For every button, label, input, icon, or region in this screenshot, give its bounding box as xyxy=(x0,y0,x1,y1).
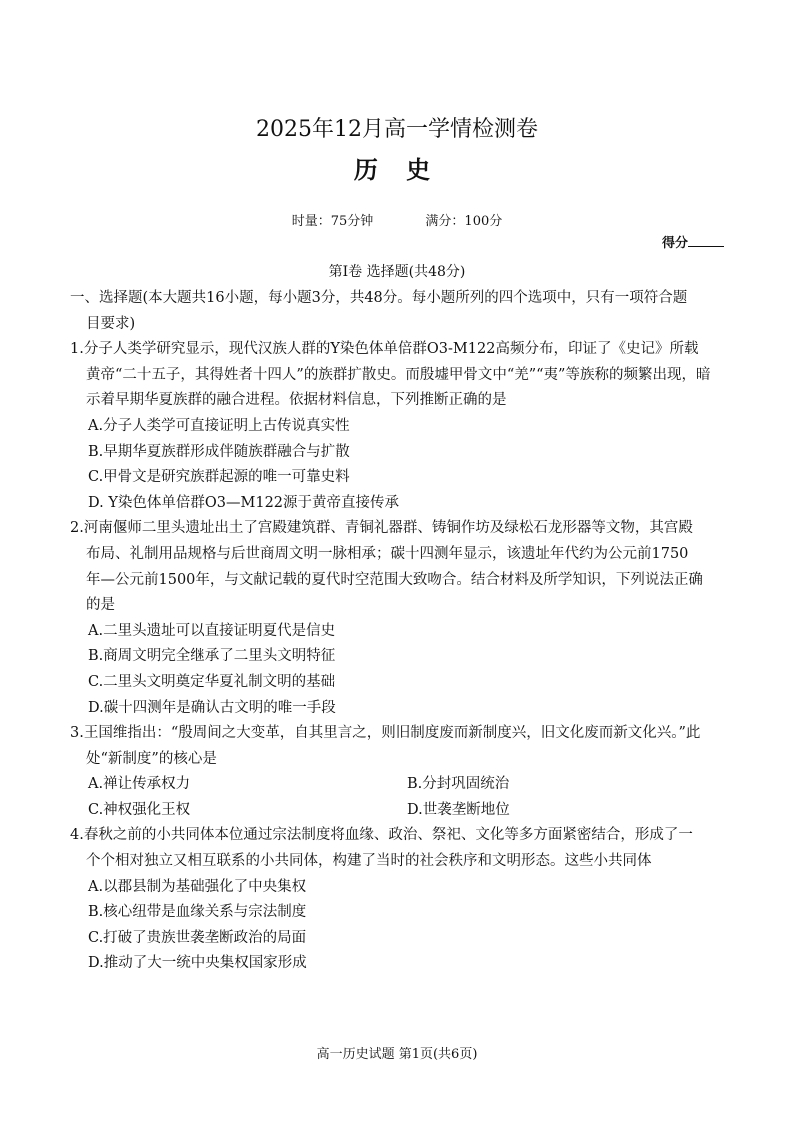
question-stem: 3.王国维指出：“殷周间之大变革，自其里言之，则旧制度废而新制度兴，旧文化废而新文化兴。”此 xyxy=(70,725,701,742)
question-stem: 的是 xyxy=(86,597,115,614)
option-b: B.商周文明完全继承了二里头文明特征 xyxy=(88,648,336,665)
option-d: D.推动了大一统中央集权国家形成 xyxy=(88,955,307,972)
option-b: B.早期华夏族群形成伴随族群融合与扩散 xyxy=(88,443,350,460)
option-c: C.打破了贵族世袭垄断政治的局面 xyxy=(88,929,307,946)
subject-title: 历 史 xyxy=(353,155,441,184)
option-a: A.以郡县制为基础强化了中央集权 xyxy=(88,878,307,895)
exam-body xyxy=(70,286,726,977)
question-stem: 2.河南偃师二里头遗址出土了宫殿建筑群、青铜礼器群、铸铜作坊及绿松石龙形器等文物，其宫殿 xyxy=(70,520,693,537)
full-score: 满分：100分 xyxy=(425,214,503,229)
question-stem: 年—公元前1500年，与文献记载的夏代时空范围大致吻合。结合材料及所学知识，下列说法正确 xyxy=(86,571,703,588)
page-footer: 高一历史试题 第1页(共6页) xyxy=(316,1047,478,1062)
question-3 xyxy=(70,721,726,823)
question-stem: 示着早期华夏族群的融合进程。依据材料信息，下列推断正确的是 xyxy=(86,392,507,409)
option-b: B.核心纽带是血缘关系与宗法制度 xyxy=(88,904,307,921)
option-d: D.世袭垄断地位 xyxy=(407,801,510,818)
option-d: D. Y染色体单倍群O3—M122源于黄帝直接传承 xyxy=(88,494,400,511)
section-title: 第Ⅰ卷 选择题(共48分) xyxy=(328,264,466,280)
exam-title: 2025年12月高一学情检测卷 xyxy=(256,117,538,142)
option-row xyxy=(70,798,726,824)
question-stem: 1.分子人类学研究显示，现代汉族人群的Y染色体单倍群O3-M122高频分布，印证了《史记》所载 xyxy=(70,341,699,358)
option-a: A.禅让传承权力 xyxy=(88,776,191,793)
option-a: A.二里头遗址可以直接证明夏代是信史 xyxy=(88,622,336,639)
question-stem: 黄帝“二十五子，其得姓者十四人”的族群扩散史。而殷墟甲骨文中“羌”“夷”等族称的频繁出现，暗 xyxy=(86,366,711,383)
option-c: C.甲骨文是研究族群起源的唯一可靠史料 xyxy=(88,469,350,486)
question-4 xyxy=(70,823,726,977)
score-blank xyxy=(688,234,724,247)
time-limit: 时量：75分钟 xyxy=(291,214,374,229)
question-1 xyxy=(70,337,726,516)
option-row xyxy=(70,772,726,798)
score-label: 得分 xyxy=(661,236,688,251)
question-stem: 个个相对独立又相互联系的小共同体，构建了当时的社会秩序和文明形态。这些小共同体 xyxy=(86,853,652,870)
score-field xyxy=(662,232,724,251)
option-c: C.神权强化王权 xyxy=(88,801,191,818)
question-stem: 处“新制度”的核心是 xyxy=(86,750,217,767)
instruction-line: 一、选择题(本大题共16小题，每小题3分，共48分。每小题所列的四个选项中，只有一项符合题 xyxy=(70,290,688,306)
question-stem: 4.春秋之前的小共同体本位通过宗法制度将血缘、政治、祭祀、文化等多方面紧密结合，形成了一 xyxy=(70,827,693,844)
question-stem: 布局、礼制用品规格与后世商周文明一脉相承；碳十四测年显示，该遗址年代约为公元前1750 xyxy=(86,545,689,562)
question-2 xyxy=(70,516,726,721)
option-b: B.分封巩固统治 xyxy=(407,776,510,793)
instruction-line: 目要求) xyxy=(86,315,136,332)
exam-meta xyxy=(0,210,794,229)
option-a: A.分子人类学可直接证明上古传说真实性 xyxy=(88,417,350,434)
option-c: C.二里头文明奠定华夏礼制文明的基础 xyxy=(88,673,336,690)
option-d: D.碳十四测年是确认古文明的唯一手段 xyxy=(88,699,336,716)
